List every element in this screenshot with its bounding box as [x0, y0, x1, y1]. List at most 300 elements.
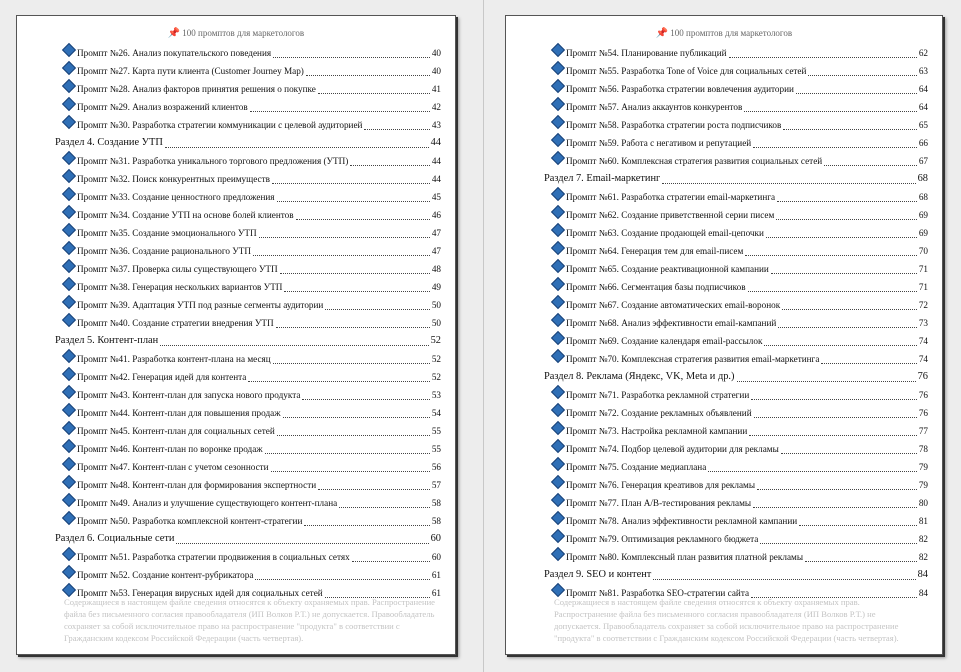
diamond-bullet-icon	[551, 529, 565, 543]
toc-page-number: 64	[918, 102, 928, 112]
toc-page-number: 70	[918, 246, 928, 256]
diamond-bullet-icon	[62, 187, 76, 201]
toc-entry[interactable]	[55, 44, 441, 62]
toc-entry[interactable]	[544, 116, 928, 134]
toc-entry-title: Промпт №49. Анализ и улучшение существующего контент-плана	[77, 498, 338, 508]
diamond-bullet-icon	[62, 583, 76, 597]
toc-entry[interactable]	[544, 440, 928, 458]
diamond-bullet-icon	[551, 583, 565, 597]
toc-entry-title: Промпт №53. Генерация вирусных идей для социальных сетей	[77, 588, 323, 598]
toc-entry[interactable]	[544, 494, 928, 512]
toc-page-number: 50	[431, 300, 441, 310]
toc-entry[interactable]	[55, 494, 441, 512]
diamond-bullet-icon	[62, 97, 76, 111]
toc-page-number: 82	[918, 552, 928, 562]
toc-entry[interactable]	[544, 224, 928, 242]
toc-entry[interactable]	[55, 440, 441, 458]
dot-leader	[296, 219, 430, 220]
toc-page-number: 55	[431, 426, 441, 436]
toc-section-heading[interactable]	[544, 368, 928, 386]
toc-entry-title: Промпт №34. Создание УТП на основе болей клиентов	[77, 210, 294, 220]
dot-leader	[745, 255, 916, 256]
dot-leader	[273, 57, 430, 58]
toc-entry[interactable]	[544, 242, 928, 260]
toc-entry[interactable]	[544, 548, 928, 566]
toc-page-number: 53	[431, 390, 441, 400]
diamond-bullet-icon	[62, 169, 76, 183]
dot-leader	[753, 147, 917, 148]
toc-entry-title: Промпт №52. Создание контент-рубрикатора	[77, 570, 254, 580]
toc-entry-title: Промпт №51. Разработка стратегии продвижения в социальных сетях	[77, 552, 350, 562]
toc-entry[interactable]	[544, 260, 928, 278]
diamond-bullet-icon	[551, 205, 565, 219]
diamond-bullet-icon	[62, 79, 76, 93]
toc-entry[interactable]	[544, 152, 928, 170]
dot-leader	[708, 471, 917, 472]
toc-entry-title: Промпт №37. Проверка силы существующего УТП	[77, 264, 278, 274]
toc-entry[interactable]	[544, 422, 928, 440]
diamond-bullet-icon	[62, 61, 76, 75]
toc-section-heading[interactable]	[544, 170, 928, 188]
toc-entry[interactable]	[55, 368, 441, 386]
toc-page-number: 55	[431, 444, 441, 454]
toc-entry-title: Промпт №56. Разработка стратегии вовлечения аудитории	[566, 84, 794, 94]
dot-leader	[273, 363, 430, 364]
toc-entry[interactable]	[55, 566, 441, 584]
toc-entry-title: Промпт №36. Создание рационального УТП	[77, 246, 252, 256]
dot-leader	[744, 111, 916, 112]
diamond-bullet-icon	[551, 331, 565, 345]
toc-entry[interactable]	[544, 62, 928, 80]
diamond-bullet-icon	[551, 97, 565, 111]
toc-entry[interactable]	[55, 548, 441, 566]
toc-entry[interactable]	[55, 188, 441, 206]
dot-leader	[776, 219, 917, 220]
diamond-bullet-icon	[551, 475, 565, 489]
toc-page-number: 73	[918, 318, 928, 328]
dot-leader	[777, 201, 917, 202]
toc-entry[interactable]	[55, 206, 441, 224]
toc-page-number: 71	[918, 264, 928, 274]
dot-leader	[259, 237, 430, 238]
toc-page-number: 76	[918, 408, 928, 418]
toc-page-number: 47	[431, 228, 441, 238]
document-page-right	[505, 15, 943, 655]
toc-page-number: 50	[431, 318, 441, 328]
toc-entry-title: Промпт №30. Разработка стратегии коммуникации с целевой аудиторией	[77, 120, 363, 130]
toc-page-number: 61	[431, 570, 441, 580]
toc-page-number: 47	[431, 246, 441, 256]
toc-entry-title: Раздел 8. Реклама (Яндекс, VK, Meta и др.)	[544, 371, 735, 382]
toc-page-number: 61	[431, 588, 441, 598]
dot-leader	[304, 525, 429, 526]
dot-leader	[265, 453, 430, 454]
toc-entry-title: Раздел 5. Контент-план	[55, 335, 159, 346]
diamond-bullet-icon	[62, 151, 76, 165]
dot-leader	[760, 543, 916, 544]
toc-page-number: 52	[431, 372, 441, 382]
toc-page-number: 80	[918, 498, 928, 508]
toc-page-number: 56	[431, 462, 441, 472]
page-header	[17, 28, 455, 39]
toc-entry-title: Промпт №43. Контент-план для запуска нового продукта	[77, 390, 301, 400]
toc-page-number: 67	[918, 156, 928, 166]
diamond-bullet-icon	[62, 547, 76, 561]
dot-leader	[271, 471, 430, 472]
diamond-bullet-icon	[62, 565, 76, 579]
toc-entry[interactable]	[55, 80, 441, 98]
toc-entry[interactable]	[544, 206, 928, 224]
toc-entry[interactable]	[544, 332, 928, 350]
toc-entry-title: Раздел 6. Социальные сети	[55, 533, 175, 544]
dot-leader	[284, 291, 429, 292]
diamond-bullet-icon	[62, 457, 76, 471]
diamond-bullet-icon	[551, 313, 565, 327]
toc-entry[interactable]	[55, 476, 441, 494]
diamond-bullet-icon	[551, 457, 565, 471]
toc-section-heading[interactable]	[55, 134, 441, 152]
toc-entry[interactable]	[55, 458, 441, 476]
toc-entry-title: Промпт №50. Разработка комплексной контент-стратегии	[77, 516, 303, 526]
toc-entry-title: Промпт №58. Разработка стратегии роста подписчиков	[566, 120, 782, 130]
toc-entry[interactable]	[55, 512, 441, 530]
diamond-bullet-icon	[551, 547, 565, 561]
toc-page-number: 60	[431, 552, 441, 562]
dot-leader	[318, 93, 430, 94]
toc-entry-title: Промпт №71. Разработка рекламной стратегии	[566, 390, 750, 400]
diamond-bullet-icon	[62, 241, 76, 255]
toc-entry[interactable]	[544, 278, 928, 296]
toc-entry-title: Промпт №33. Создание ценностного предложения	[77, 192, 275, 202]
toc-page-number: 68	[918, 192, 928, 202]
diamond-bullet-icon	[62, 367, 76, 381]
dot-leader	[277, 435, 430, 436]
toc-page-number: 49	[431, 282, 441, 292]
dot-leader	[176, 543, 428, 544]
toc-entry-title: Промпт №26. Анализ покупательского поведения	[77, 48, 272, 58]
dot-leader	[766, 237, 917, 238]
toc-entry[interactable]	[544, 296, 928, 314]
dot-leader	[306, 75, 430, 76]
toc-page-number: 69	[918, 228, 928, 238]
dot-leader	[653, 579, 915, 580]
dot-leader	[737, 381, 916, 382]
diamond-bullet-icon	[551, 61, 565, 75]
pushpin-icon: 📌	[167, 28, 181, 39]
toc-entry[interactable]	[544, 386, 928, 404]
toc-page-number: 76	[917, 371, 928, 382]
dot-leader	[248, 381, 429, 382]
dot-leader	[283, 417, 430, 418]
dot-leader	[748, 291, 917, 292]
toc-entry-title: Промпт №54. Планирование публикаций	[566, 48, 727, 58]
toc-entry[interactable]	[55, 260, 441, 278]
toc-page-number: 74	[918, 354, 928, 364]
toc-page-number: 48	[431, 264, 441, 274]
diamond-bullet-icon	[551, 133, 565, 147]
toc-entry[interactable]	[55, 296, 441, 314]
toc-entry[interactable]	[544, 44, 928, 62]
diamond-bullet-icon	[62, 205, 76, 219]
toc-page-number: 77	[918, 426, 928, 436]
toc-page-number: 57	[431, 480, 441, 490]
toc-entry-title: Промпт №32. Поиск конкурентных преимуществ	[77, 174, 270, 184]
dot-leader	[808, 75, 916, 76]
page-header-title: 100 промптов для маркетологов	[182, 28, 305, 38]
toc-entry[interactable]	[55, 242, 441, 260]
dot-leader	[160, 345, 428, 346]
toc-entry-title: Промпт №31. Разработка уникального торгового предложения (УТП)	[77, 156, 349, 166]
diamond-bullet-icon	[551, 385, 565, 399]
toc-entry-title: Промпт №72. Создание рекламных объявлений	[566, 408, 752, 418]
toc-entry-title: Промпт №62. Создание приветственной серии писем	[566, 210, 775, 220]
diamond-bullet-icon	[62, 223, 76, 237]
toc-page-number: 82	[918, 534, 928, 544]
toc-page-number: 79	[918, 480, 928, 490]
dot-leader	[753, 507, 917, 508]
toc-entry-title: Промпт №65. Создание реактивационной кампании	[566, 264, 769, 274]
toc-entry[interactable]	[55, 350, 441, 368]
toc-entry[interactable]	[55, 62, 441, 80]
toc-entry-title: Промпт №29. Анализ возражений клиентов	[77, 102, 248, 112]
toc-entry-title: Промпт №75. Создание медиаплана	[566, 462, 707, 472]
dot-leader	[662, 183, 915, 184]
diamond-bullet-icon	[62, 349, 76, 363]
toc-entry-title: Раздел 9. SEO и контент	[544, 569, 652, 580]
diamond-bullet-icon	[551, 79, 565, 93]
toc-entry[interactable]	[544, 314, 928, 332]
toc-entry[interactable]	[544, 134, 928, 152]
toc-entry-title: Промпт №60. Комплексная стратегия развития социальных сетей	[566, 156, 823, 166]
toc-entry[interactable]	[55, 152, 441, 170]
diamond-bullet-icon	[62, 385, 76, 399]
toc-entry-title: Промпт №28. Анализ факторов принятия решения о покупке	[77, 84, 316, 94]
toc-entry-title: Промпт №63. Создание продающей email-цепочки	[566, 228, 764, 238]
toc-entry[interactable]	[55, 116, 441, 134]
table-of-contents	[544, 44, 928, 602]
toc-entry-title: Промпт №35. Создание эмоционального УТП	[77, 228, 257, 238]
dot-leader	[796, 93, 917, 94]
toc-entry[interactable]	[544, 530, 928, 548]
dot-leader	[276, 327, 430, 328]
dot-leader	[339, 507, 430, 508]
toc-entry-title: Промпт №39. Адаптация УТП под разные сегменты аудитории	[77, 300, 324, 310]
toc-entry-title: Промпт №67. Создание автоматических email-воронок	[566, 300, 781, 310]
diamond-bullet-icon	[551, 511, 565, 525]
dot-leader	[782, 309, 917, 310]
diamond-bullet-icon	[62, 295, 76, 309]
dot-leader	[325, 309, 429, 310]
diamond-bullet-icon	[551, 295, 565, 309]
toc-page-number: 68	[917, 173, 928, 184]
diamond-bullet-icon	[551, 259, 565, 273]
toc-entry-title: Промпт №73. Настройка рекламной кампании	[566, 426, 748, 436]
dot-leader	[771, 273, 917, 274]
toc-entry-title: Промпт №27. Карта пути клиента (Customer Journey Map)	[77, 66, 304, 76]
diamond-bullet-icon	[551, 223, 565, 237]
toc-entry-title: Промпт №81. Разработка SEO-стратегии сайта	[566, 588, 750, 598]
dot-leader	[729, 57, 917, 58]
diamond-bullet-icon	[551, 187, 565, 201]
diamond-bullet-icon	[551, 439, 565, 453]
toc-page-number: 71	[918, 282, 928, 292]
toc-entry[interactable]	[544, 458, 928, 476]
toc-page-number: 46	[431, 210, 441, 220]
diamond-bullet-icon	[62, 403, 76, 417]
dot-leader	[805, 561, 917, 562]
diamond-bullet-icon	[551, 349, 565, 363]
diamond-bullet-icon	[551, 403, 565, 417]
dot-leader	[250, 111, 430, 112]
diamond-bullet-icon	[62, 259, 76, 273]
toc-page-number: 58	[431, 516, 441, 526]
toc-page-number: 62	[918, 48, 928, 58]
toc-entry[interactable]	[55, 278, 441, 296]
toc-page-number: 41	[431, 84, 441, 94]
toc-page-number: 78	[918, 444, 928, 454]
diamond-bullet-icon	[551, 277, 565, 291]
diamond-bullet-icon	[551, 421, 565, 435]
dot-leader	[280, 273, 430, 274]
toc-page-number: 65	[918, 120, 928, 130]
toc-entry-title: Промпт №79. Оптимизация рекламного бюджета	[566, 534, 759, 544]
toc-entry[interactable]	[55, 98, 441, 116]
toc-entry-title: Промпт №38. Генерация нескольких вариантов УТП	[77, 282, 283, 292]
diamond-bullet-icon	[551, 241, 565, 255]
toc-entry[interactable]	[544, 98, 928, 116]
toc-section-heading[interactable]	[55, 332, 441, 350]
toc-page-number: 72	[918, 300, 928, 310]
copyright-watermark: Содержащиеся в настоящем файле сведения относятся к объекту охраняемых прав. Распространение файла без письменного согласия правообладателя (ИП Волков Р.Т.) не допускается. Правообладатель сохраняет за собой исключительное право на распространение "продукта" в соответствии с Гражданским кодексом Российской Федерации (часть четвертая).	[554, 597, 899, 643]
toc-entry-title: Промпт №80. Комплексный план развития платной рекламы	[566, 552, 804, 562]
toc-entry[interactable]	[55, 422, 441, 440]
toc-entry-title: Промпт №78. Анализ эффективности рекламной кампании	[566, 516, 798, 526]
dot-leader	[318, 489, 430, 490]
toc-entry[interactable]	[544, 512, 928, 530]
toc-page-number: 58	[431, 498, 441, 508]
dot-leader	[764, 345, 916, 346]
toc-entry-title: Промпт №47. Контент-план с учетом сезонности	[77, 462, 269, 472]
pushpin-icon: 📌	[655, 28, 669, 39]
page-gap-divider	[483, 0, 484, 672]
toc-entry[interactable]	[55, 386, 441, 404]
diamond-bullet-icon	[551, 151, 565, 165]
toc-entry[interactable]	[544, 80, 928, 98]
toc-section-heading[interactable]	[55, 530, 441, 548]
toc-page-number: 76	[918, 390, 928, 400]
copyright-watermark: Содержащиеся в настоящем файле сведения относятся к объекту охраняемых прав. Распространение файла без письменного согласия правообладателя (ИП Волков Р.Т.) не допускается. Правообладатель сохраняет за собой исключительное право на распространение "продукта" в соответствии с Гражданским кодексом Российской Федерации (часть четвертая).	[64, 597, 435, 643]
toc-entry-title: Раздел 7. Email-маркетинг	[544, 173, 661, 184]
toc-entry-title: Промпт №64. Генерация тем для email-писем	[566, 246, 744, 256]
toc-entry-title: Промпт №77. План A/B-тестирования рекламы	[566, 498, 752, 508]
toc-page-number: 63	[918, 66, 928, 76]
dot-leader	[364, 129, 429, 130]
toc-entry-title: Промпт №45. Контент-план для социальных сетей	[77, 426, 275, 436]
dot-leader	[352, 561, 430, 562]
diamond-bullet-icon	[551, 115, 565, 129]
toc-entry-title: Промпт №68. Анализ эффективности email-кампаний	[566, 318, 777, 328]
dot-leader	[302, 399, 429, 400]
diamond-bullet-icon	[551, 493, 565, 507]
dot-leader	[277, 201, 430, 202]
diamond-bullet-icon	[62, 277, 76, 291]
toc-entry[interactable]	[544, 476, 928, 494]
toc-entry[interactable]	[544, 404, 928, 422]
diamond-bullet-icon	[62, 439, 76, 453]
toc-page-number: 69	[918, 210, 928, 220]
toc-entry-title: Промпт №46. Контент-план по воронке продаж	[77, 444, 263, 454]
dot-leader	[350, 165, 429, 166]
toc-page-number: 40	[431, 48, 441, 58]
toc-page-number: 84	[917, 569, 928, 580]
toc-page-number: 64	[918, 84, 928, 94]
toc-entry[interactable]	[55, 170, 441, 188]
toc-entry[interactable]	[55, 314, 441, 332]
toc-entry[interactable]	[544, 188, 928, 206]
diamond-bullet-icon	[62, 313, 76, 327]
diamond-bullet-icon	[62, 493, 76, 507]
dot-leader	[272, 183, 430, 184]
toc-entry-title: Промпт №42. Генерация идей для контента	[77, 372, 247, 382]
toc-entry-title: Промпт №74. Подбор целевой аудитории для рекламы	[566, 444, 779, 454]
dot-leader	[781, 453, 917, 454]
diamond-bullet-icon	[62, 511, 76, 525]
toc-page-number: 54	[431, 408, 441, 418]
toc-entry-title: Промпт №66. Сегментация базы подписчиков	[566, 282, 746, 292]
diamond-bullet-icon	[62, 43, 76, 57]
toc-page-number: 45	[431, 192, 441, 202]
dot-leader	[749, 435, 917, 436]
toc-section-heading[interactable]	[544, 566, 928, 584]
dot-leader	[821, 363, 916, 364]
dot-leader	[255, 579, 429, 580]
toc-page-number: 44	[431, 156, 441, 166]
diamond-bullet-icon	[62, 475, 76, 489]
toc-entry[interactable]	[544, 350, 928, 368]
diamond-bullet-icon	[62, 115, 76, 129]
table-of-contents	[55, 44, 441, 602]
toc-entry-title: Промпт №69. Создание календаря email-рассылок	[566, 336, 763, 346]
dot-leader	[751, 399, 917, 400]
page-header	[506, 28, 942, 39]
toc-page-number: 74	[918, 336, 928, 346]
dot-leader	[799, 525, 917, 526]
toc-entry-title: Промпт №48. Контент-план для формирования экспертности	[77, 480, 317, 490]
dot-leader	[754, 417, 917, 418]
dot-leader	[757, 489, 917, 490]
toc-entry[interactable]	[55, 404, 441, 422]
toc-entry-title: Промпт №70. Комплексная стратегия развития email-маркетинга	[566, 354, 820, 364]
toc-page-number: 84	[918, 588, 928, 598]
dot-leader	[778, 327, 917, 328]
page-header-title: 100 промптов для маркетологов	[670, 28, 793, 38]
toc-page-number: 52	[430, 335, 441, 346]
toc-entry-title: Промпт №40. Создание стратегии внедрения УТП	[77, 318, 274, 328]
toc-page-number: 81	[918, 516, 928, 526]
toc-entry[interactable]	[55, 224, 441, 242]
dot-leader	[824, 165, 917, 166]
toc-page-number: 66	[918, 138, 928, 148]
document-page-left	[16, 15, 456, 655]
toc-entry-title: Промпт №41. Разработка контент-плана на месяц	[77, 354, 271, 364]
toc-page-number: 42	[431, 102, 441, 112]
toc-page-number: 52	[431, 354, 441, 364]
toc-entry-title: Промпт №55. Разработка Tone of Voice для социальных сетей	[566, 66, 807, 76]
toc-page-number: 60	[430, 533, 441, 544]
dot-leader	[253, 255, 430, 256]
toc-entry-title: Промпт №76. Генерация креативов для рекламы	[566, 480, 756, 490]
dot-leader	[783, 129, 916, 130]
